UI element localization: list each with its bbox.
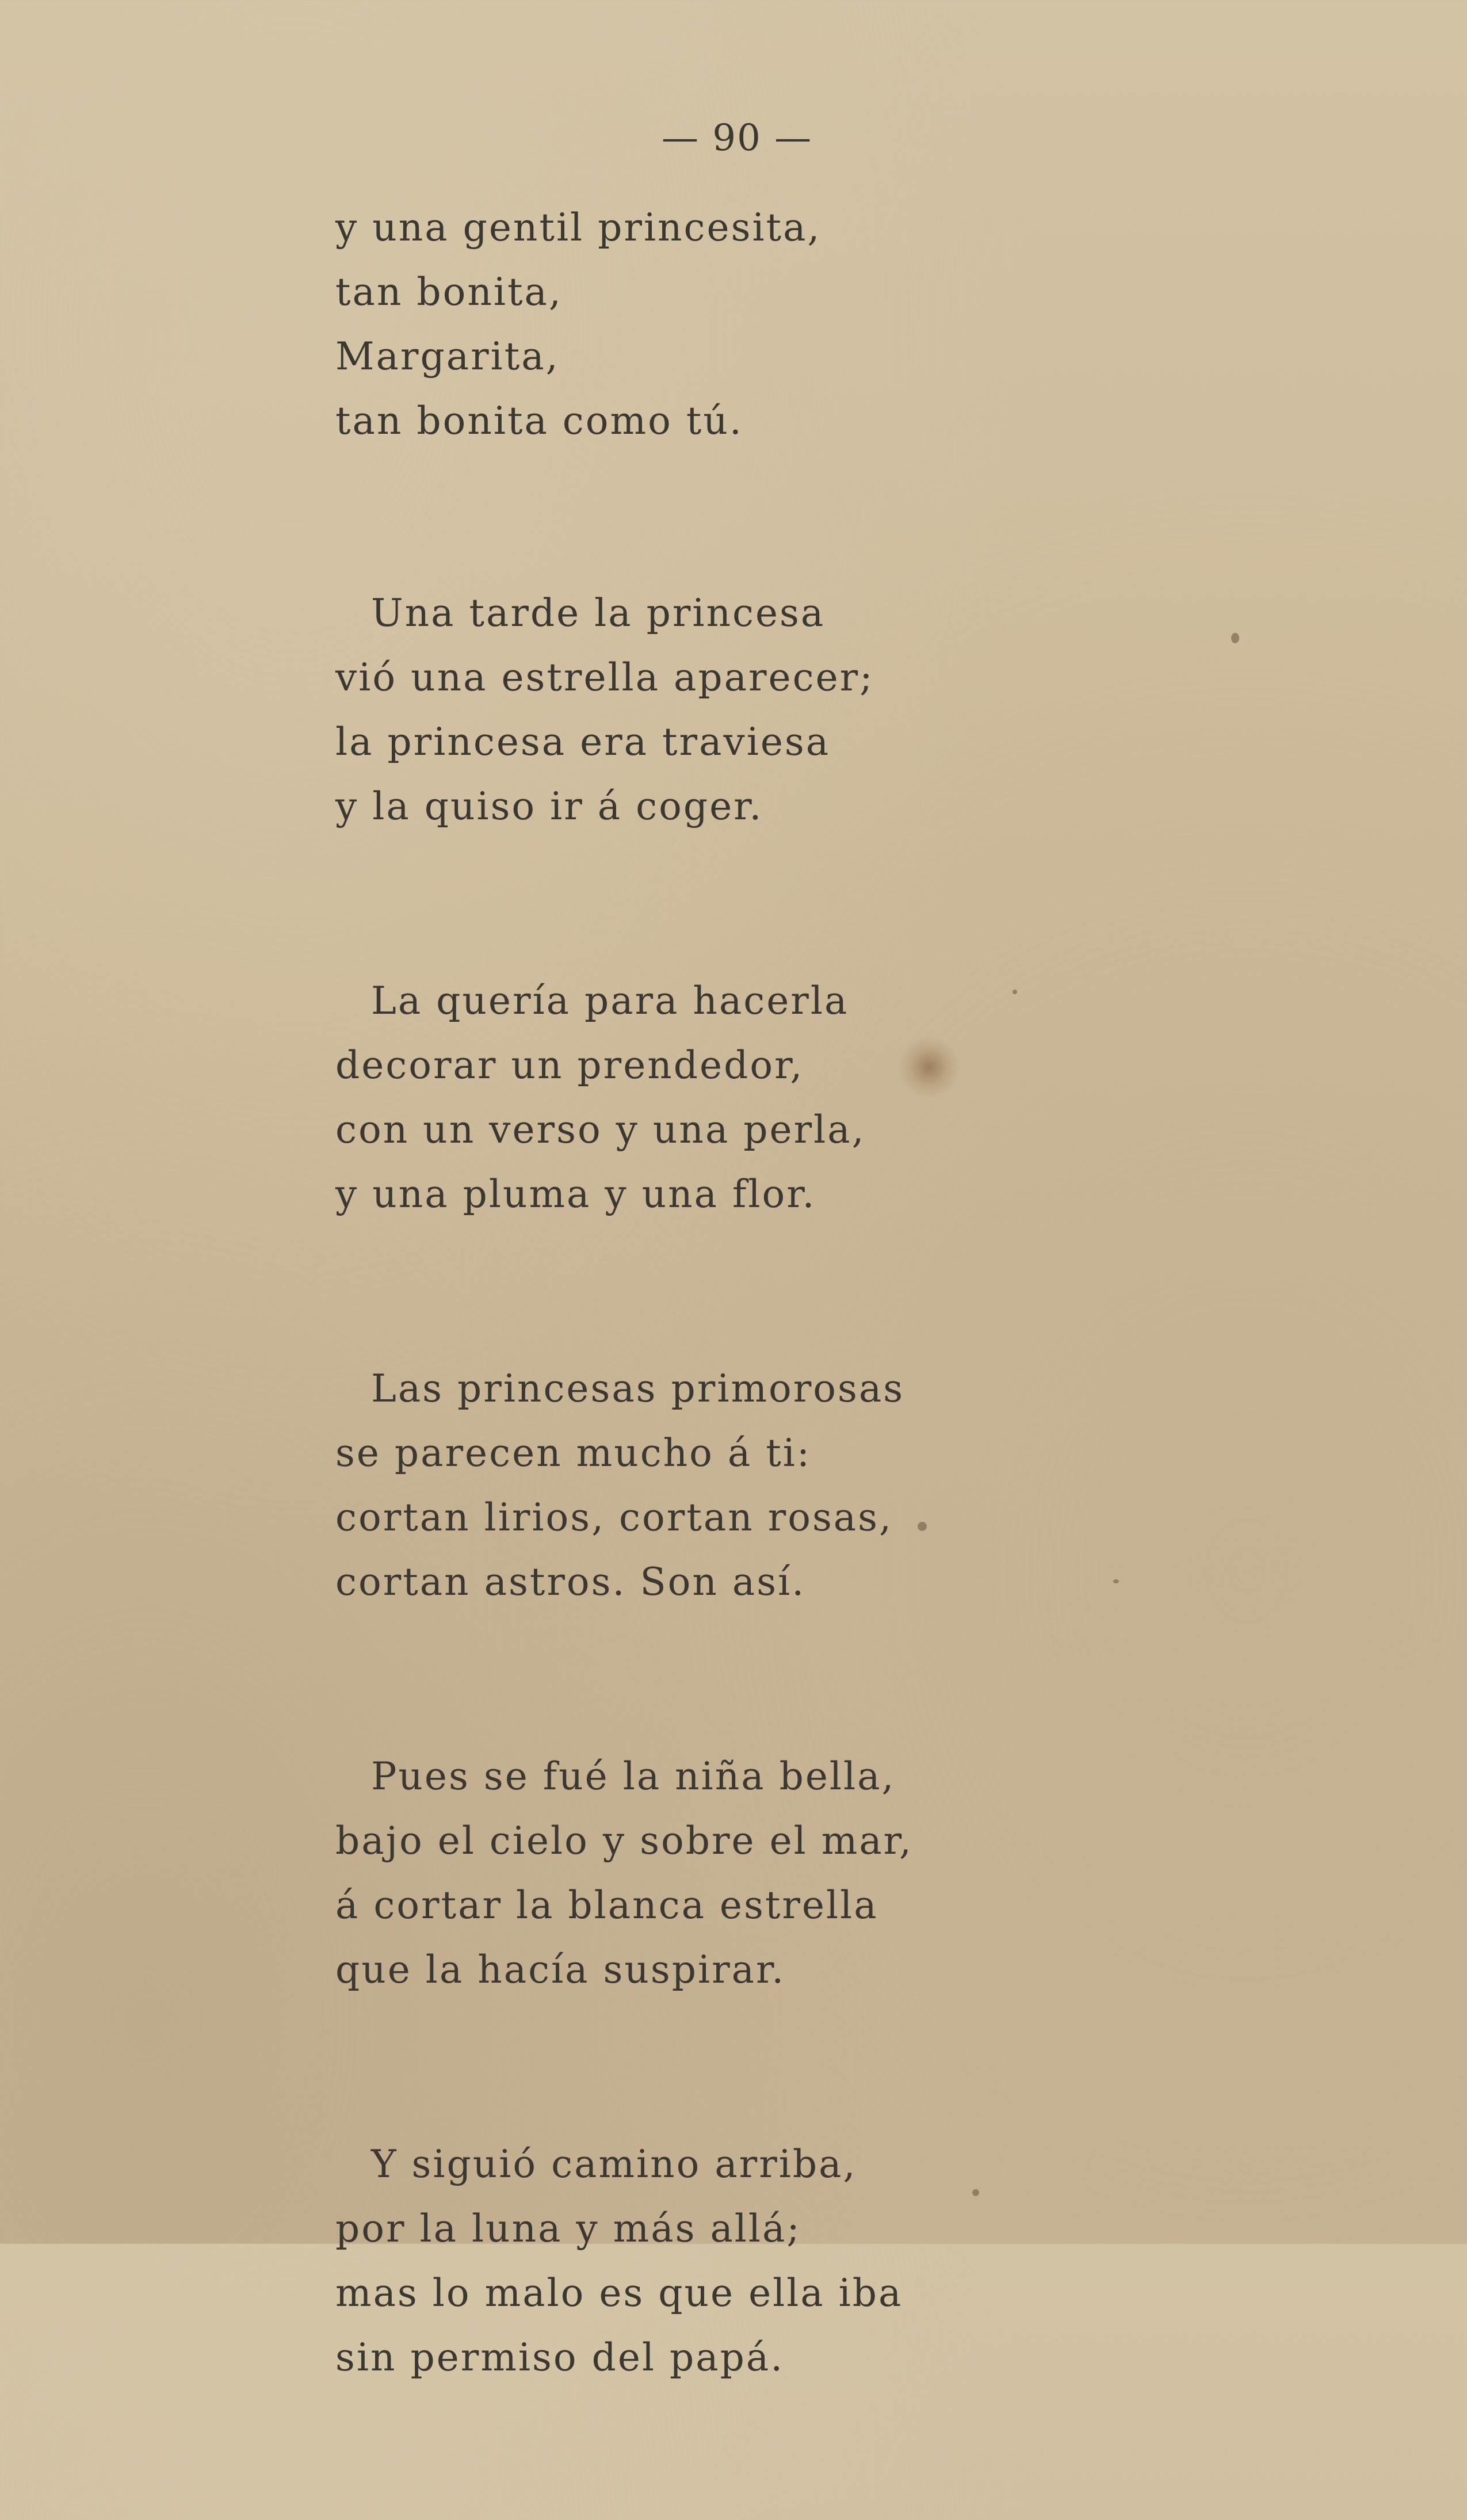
poem-line: mas lo malo es que ella iba <box>335 2271 903 2315</box>
poem-line: Pues se fué la niña bella, <box>371 1754 896 1799</box>
poem-line: decorar un prendedor, <box>335 1043 804 1087</box>
poem-line: tan bonita, <box>335 270 563 314</box>
poem-line: á cortar la blanca estrella <box>335 1883 878 1927</box>
poem-line: se parecen mucho á ti: <box>335 1431 812 1475</box>
poem-line: por la luna y más allá; <box>335 2206 801 2251</box>
poem-line: la princesa era traviesa <box>335 720 831 764</box>
paper-speck <box>1013 990 1017 994</box>
paper-speck <box>1231 633 1239 643</box>
poem-line: vió una estrella aparecer; <box>335 655 874 700</box>
poem-line: La quería para hacerla <box>371 979 849 1023</box>
poem <box>335 196 1256 2520</box>
poem-line: cortan astros. Son así. <box>335 1560 806 1604</box>
stanza-6 <box>335 2132 1256 2390</box>
poem-line: y una pluma y una flor. <box>335 1172 816 1216</box>
poem-line: sin permiso del papá. <box>335 2335 785 2380</box>
paper-speck <box>972 2189 979 2196</box>
paper-speck <box>1113 1579 1119 1583</box>
stanza-5 <box>335 1744 1256 2002</box>
stanza-3 <box>335 969 1256 1227</box>
poem-line: Y siguió camino arriba, <box>371 2142 857 2186</box>
poem-line: y la quiso ir á coger. <box>335 784 763 828</box>
paper-stain <box>897 1036 961 1099</box>
page-number: — 90 — <box>662 117 813 159</box>
poem-line: tan bonita como tú. <box>335 399 743 443</box>
paper-speck <box>918 1522 927 1531</box>
poem-line: que la hacía suspirar. <box>335 1948 786 1992</box>
poem-line: y una gentil princesita, <box>335 205 822 250</box>
stanza-4 <box>335 1357 1256 1614</box>
poem-line: cortan lirios, cortan rosas, <box>335 1495 893 1540</box>
poem-line: Las princesas primorosas <box>371 1366 905 1411</box>
poem-line: con un verso y una perla, <box>335 1108 866 1152</box>
poem-line: Una tarde la princesa <box>371 591 826 635</box>
stanza-2 <box>335 581 1256 839</box>
poem-line: bajo el cielo y sobre el mar, <box>335 1819 913 1863</box>
poem-line: Margarita, <box>335 334 560 379</box>
stanza-1 <box>335 196 1256 453</box>
